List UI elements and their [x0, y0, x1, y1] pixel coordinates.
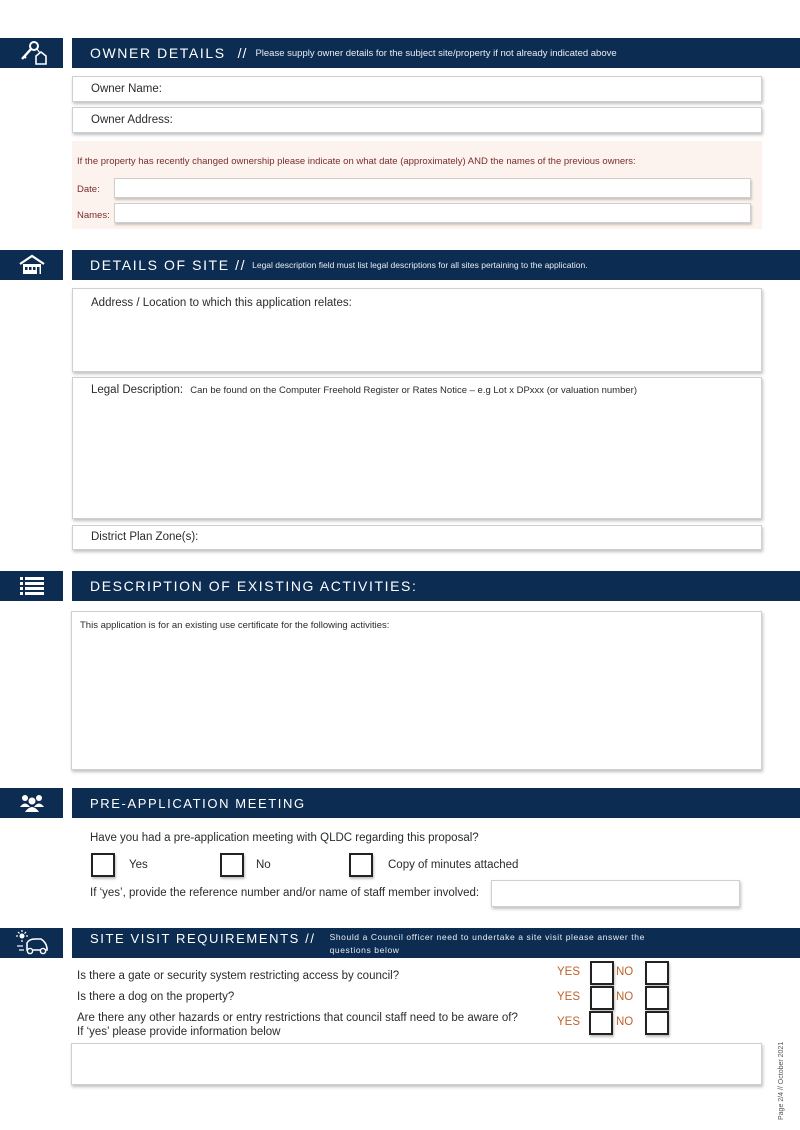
names-field[interactable]: [114, 203, 751, 223]
reference-field[interactable]: [491, 880, 740, 907]
reference-label: If ‘yes’, provide the reference number and/or name of staff member involved:: [90, 887, 480, 899]
house-icon: [18, 254, 46, 276]
section-title: PRE-APPLICATION MEETING: [90, 795, 306, 811]
question-dog: Is there a dog on the property?: [77, 991, 235, 1003]
hazards-no-label: NO: [616, 1016, 634, 1028]
pre-app-no-label: No: [256, 859, 271, 871]
gate-no-checkbox[interactable]: [645, 961, 669, 985]
dog-no-checkbox[interactable]: [645, 986, 669, 1010]
activities-icon-block: [0, 571, 63, 601]
pre-app-yes-checkbox[interactable]: [91, 853, 115, 877]
section-note: Please supply owner details for the subject site/property if not already indicated above: [255, 47, 617, 59]
existing-activities-header: [72, 571, 800, 601]
hazards-followup: If ‘yes’ please provide information below: [77, 1026, 281, 1038]
address-location-field[interactable]: [72, 288, 762, 372]
pre-application-header: [72, 788, 800, 818]
existing-activities-field[interactable]: [71, 611, 762, 770]
car-sun-icon: [15, 930, 49, 956]
legal-description-field[interactable]: [72, 377, 762, 519]
gate-yes-label: YES: [557, 966, 581, 978]
address-location-label: Address / Location to which this application relates:: [91, 297, 352, 309]
date-field[interactable]: [114, 178, 751, 198]
hazards-yes-label: YES: [557, 1016, 581, 1028]
pre-application-icon-block: [0, 788, 63, 818]
section-title: DESCRIPTION OF EXISTING ACTIVITIES:: [90, 578, 418, 594]
section-note: [330, 931, 645, 957]
title-separator: //: [237, 45, 248, 61]
keys-house-icon: [17, 39, 47, 67]
minutes-attached-checkbox[interactable]: [349, 853, 373, 877]
dog-yes-label: YES: [557, 991, 581, 1003]
page-number: Page 2/4 // October 2021: [778, 1041, 785, 1120]
site-visit-header: [72, 928, 800, 958]
pre-app-no-checkbox[interactable]: [220, 853, 244, 877]
owner-address-label: Owner Address:: [91, 114, 173, 126]
minutes-attached-label: Copy of minutes attached: [388, 859, 519, 871]
district-plan-zone-field[interactable]: [72, 525, 762, 550]
details-of-site-header: [72, 250, 800, 280]
district-plan-zone-label: District Plan Zone(s):: [91, 531, 199, 543]
gate-yes-checkbox[interactable]: [590, 961, 614, 985]
site-icon-block: [0, 250, 63, 280]
legal-description-note: Can be found on the Computer Freehold Register or Rates Notice – e.g Lot x DPxxx (or valuation number): [190, 385, 637, 396]
ownership-change-panel: [72, 141, 762, 229]
section-title: DETAILS OF SITE //: [90, 257, 247, 273]
pre-app-yes-label: Yes: [129, 859, 148, 871]
section-note: Legal description field must list legal descriptions for all sites pertaining to the application.: [252, 260, 588, 270]
owner-address-field[interactable]: [72, 107, 762, 133]
gate-no-label: NO: [616, 966, 634, 978]
dog-yes-checkbox[interactable]: [590, 986, 614, 1010]
dog-no-label: NO: [616, 991, 634, 1003]
owner-details-header: [72, 38, 800, 68]
section-title: OWNER DETAILS: [90, 45, 226, 61]
hazards-yes-checkbox[interactable]: [589, 1011, 613, 1035]
legal-description-label: [91, 384, 637, 396]
question-hazards: Are there any other hazards or entry restrictions that council staff need to be aware of?: [77, 1012, 518, 1024]
ownership-change-note: If the property has recently changed ownership please indicate on what date (approximately) AND the names of the previous owners:: [77, 156, 636, 167]
site-visit-icon-block: [0, 928, 63, 958]
owner-name-field[interactable]: [72, 76, 762, 102]
question-gate: Is there a gate or security system restricting access by council?: [77, 970, 400, 982]
section-note-line2: questions below: [329, 945, 400, 955]
owner-name-label: Owner Name:: [91, 83, 162, 95]
people-icon: [19, 793, 45, 813]
pre-application-question: Have you had a pre-application meeting with QLDC regarding this proposal?: [90, 832, 479, 844]
hazards-info-field[interactable]: [71, 1043, 762, 1085]
names-label: Names:: [77, 210, 110, 221]
date-label: Date:: [77, 184, 100, 195]
legal-description-title: Legal Description:: [91, 384, 184, 396]
hazards-no-checkbox[interactable]: [645, 1011, 669, 1035]
section-title: SITE VISIT REQUIREMENTS //: [90, 931, 316, 946]
section-note-line1: Should a Council officer need to undertake a site visit please answer the: [329, 932, 645, 942]
owner-details-icon-block: [0, 38, 63, 68]
existing-activities-prompt: This application is for an existing use certificate for the following activities:: [80, 620, 390, 631]
list-icon: [20, 576, 44, 596]
